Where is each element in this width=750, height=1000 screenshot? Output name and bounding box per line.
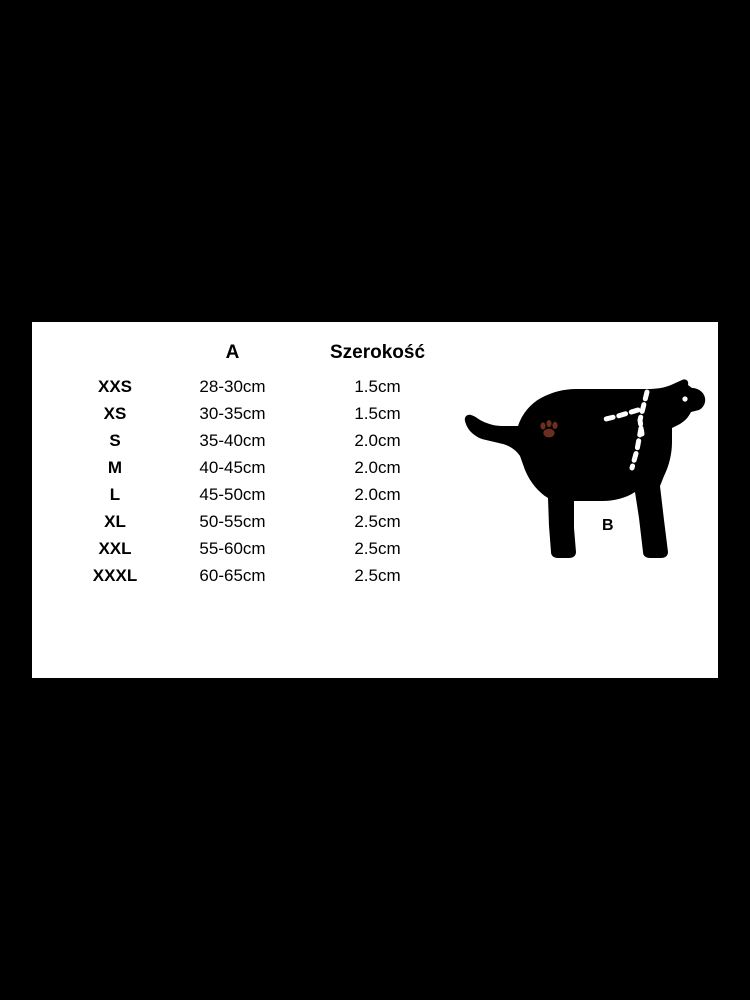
size-table-container (60, 342, 460, 589)
table-row (60, 562, 460, 589)
table-row (60, 535, 460, 562)
cell-width: 2.5cm (354, 539, 401, 559)
cell-size: XL (104, 512, 126, 532)
dog-eye (682, 396, 687, 401)
cell-width: 2.0cm (354, 485, 401, 505)
table-row (60, 427, 460, 454)
cell-size: M (107, 458, 123, 478)
header-width: Szerokość (329, 342, 426, 363)
table-row (60, 400, 460, 427)
cell-a: 45-50cm (199, 485, 266, 505)
cell-size: XXXL (92, 566, 138, 586)
cell-a: 50-55cm (199, 512, 266, 532)
cell-width: 1.5cm (354, 377, 401, 396)
cell-size: XXS (97, 377, 133, 396)
header-size (60, 342, 170, 373)
cell-a: 60-65cm (199, 566, 266, 586)
label-b: B (602, 517, 614, 534)
size-table (60, 342, 460, 589)
dog-measurement-diagram (442, 350, 707, 580)
cell-size: XS (103, 404, 127, 424)
cell-a: 30-35cm (199, 404, 266, 424)
table-row (60, 481, 460, 508)
label-a: A (624, 392, 636, 409)
table-row (60, 454, 460, 481)
cell-width: 2.0cm (354, 431, 401, 451)
table-header-row (60, 342, 460, 373)
header-a: A (225, 342, 240, 363)
table-row (60, 373, 460, 400)
cell-size: L (109, 485, 121, 505)
size-chart-card (32, 322, 718, 678)
cell-a: 35-40cm (199, 431, 266, 451)
cell-a: 40-45cm (199, 458, 266, 478)
cell-a: 28-30cm (199, 377, 266, 396)
cell-width: 1.5cm (354, 404, 401, 424)
table-row (60, 508, 460, 535)
cell-a: 55-60cm (199, 539, 266, 559)
size-table-body (60, 373, 460, 589)
cell-width: 2.5cm (354, 566, 401, 586)
cell-width: 2.5cm (354, 512, 401, 532)
dog-silhouette-icon (442, 350, 707, 580)
size-table-head (60, 342, 460, 373)
cell-size: S (109, 431, 121, 451)
cell-width: 2.0cm (354, 458, 401, 478)
cell-size: XXL (98, 539, 132, 559)
